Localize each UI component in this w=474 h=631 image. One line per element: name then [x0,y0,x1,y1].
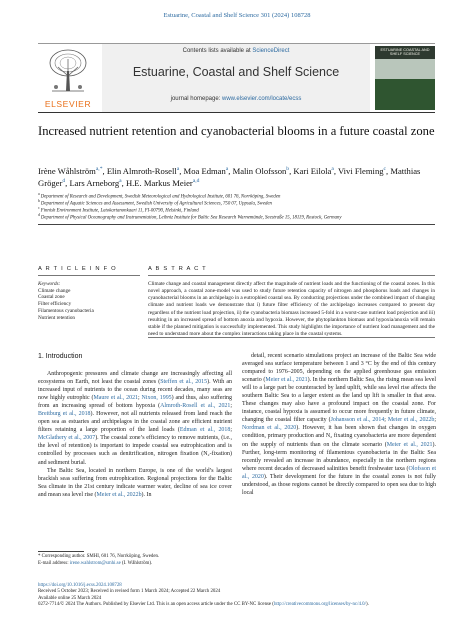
author-separator: , [179,166,184,176]
email-prefix: E-mail address: [38,560,70,566]
author-separator: , [65,178,70,189]
author-separator: , [386,166,391,176]
license-text: 0272-7714/© 2024 The Authors. Published by Elsevier Ltd. This is an open access article under the CC BY-NC license ( [38,602,274,608]
author-name-text: Irène Wåhlström [38,166,96,176]
footnotes [38,554,338,567]
author-name-text: Moa Edman [183,166,226,176]
article-info-heading: A R T I C L E I N F O [38,266,140,276]
citation-link[interactable]: McGlathery et al., 2007 [38,435,96,442]
cover-landscape [375,79,435,110]
body-text: ). The coastal zone’s efficiency to remove nutrients, (i.e., the level of retention) is important to impede coastal sea eutrophication and is controlled by processes such as denitrification, nitrogen fixation (N₂-fixation) and sediment burial. [38,435,232,466]
author-name-text: Vivi Fleming [337,166,384,176]
sciencedirect-link[interactable]: ScienceDirect [252,48,290,54]
cover-title: ESTUARINE COASTAL AND SHELF SCIENCE [380,48,430,57]
author-separator: , [289,166,294,176]
citation-link[interactable]: Meier et al., 2022b [96,491,142,498]
author-name[interactable] [338,166,386,176]
body-paragraph [38,467,232,499]
cover-title-band [375,46,435,59]
author-name[interactable] [107,166,179,176]
abstract-heading: A B S T R A C T [148,266,435,276]
author-affiliation-marker[interactable]: a,* [95,166,103,173]
elsevier-logo[interactable] [38,47,98,109]
keyword-item: Filamentous cyanobacteria [38,307,94,314]
affiliation-item [38,212,438,222]
author-affiliation-marker[interactable]: d [62,178,66,185]
contents-prefix: Contents lists available at [182,48,253,54]
author-affiliation-marker[interactable]: a [331,166,334,173]
author-name-text: Malin Olofsson [232,166,287,176]
body-column-left [38,370,232,499]
author-separator: , [102,166,107,176]
affiliation-text: Department of Aquatic Sciences and Assessment, Swedish University of Agricultural Sciences, 750 07, Uppsala, Sweden [40,201,272,207]
divider [148,337,435,338]
elsevier-tree-icon [46,47,90,93]
license-link[interactable]: http://creativecommons.org/licenses/by-nc/4.0/ [273,602,366,608]
keywords-block [38,281,140,321]
author-name-text: Elin Almroth-Rosell [106,166,177,176]
affiliation-item [38,198,438,208]
contents-availability [102,48,370,54]
body-column-right [242,352,436,497]
section-heading-introduction: 1. Introduction [38,353,83,360]
body-text: The Baltic Sea, located in northern Europe, is one of the world’s largest brackish seas suffering from eutrophication. Regional projections for the Baltic Sea climate in the 21st century indicate warmer water, decline of sea ice cover and mean sea level rise ( [38,467,232,498]
citation-link[interactable]: Edman et al., 2018 [179,427,231,434]
affiliation-text: Department of Research and Development, Swedish Meteorological and Hydrological Institute, 601 76, Norrköping, Sweden [40,194,281,200]
body-text: ). With an increased input of nutrients to the ocean during recent decades, many seas are now highly eutrophic ( [38,379,233,402]
elsevier-wordmark: ELSEVIER [44,99,92,109]
cover-sky [375,59,435,81]
body-text: detail, recent scenario simulations project an increase of the Baltic Sea wide averaged sea surface temperature between 1 and 3 °C by the end of this century compared to 1976–2005, depending on the applied greenhouse gas emission scenario ( [242,353,436,384]
author-separator: , [333,166,338,176]
article-title: Increased nutrient retention and cyanobacterial blooms in a future coastal zone [38,124,435,138]
email-link[interactable]: irene.wahlstrom@smhi.se [69,560,121,566]
author-affiliation-marker[interactable]: c [383,166,387,173]
author-name[interactable] [126,178,200,188]
body-text: ; [384,417,388,424]
affiliation-item [38,194,438,201]
footnote-divider [38,551,84,552]
body-paragraph [242,352,436,497]
author-list [38,165,438,190]
abstract-text: Climate change and coastal management directly affect the magnitude of nutrient loads and the functioning of the coastal zones. In this novel approach, a coastal zone-model was used to study future retention capacity of nitrogen and phosphorus loads and changes in cyanobacterial blooms in an archipelago in a eutrophied coastal sea. By conducting projections under the combined impact of changing climate and nutrient loads we demonstrate that i) future filter efficiency of the archipelago increases compared to present day regardless of the nutrient load projection, ii) the cyanobacteria biomass increased 5-fold in a worst-case nutrient load projection and iii) resulting in an increased spread of bottom anoxia and hypoxia. However, the phytoplankton biomass and hypoxia/anoxia will remain stable if the planned mitigation is successfully implemented. This study highlights the importance of nutrient load management and the need to understand more about the complex interactions taking place in the coastal systems. [148,281,435,338]
body-text: ; [230,427,232,434]
corresponding-author-note: * Corresponding author. SMHI, 601 76, Norrköping, Sweden. [38,554,160,559]
citation-link[interactable]: Olofsson et al., 2020 [242,465,436,480]
license-suffix: ). [365,602,369,608]
email-suffix: (I. Wåhlström). [120,560,153,566]
citation-link[interactable]: Meier et al., 2022b [387,417,435,424]
publication-dates: Received 5 October 2023; Received in revised form 1 March 2024; Accepted 22 March 2024 [38,589,221,595]
author-name-text: Matthias Gröger [38,166,421,189]
author-affiliation-marker[interactable]: a [119,178,122,185]
author-name-text: Kari Eilola [293,166,332,176]
affiliation-text: Department of Physical Oceanography and Instrumentation, Leibniz Institute for Baltic Sea Research Warnemünde, Seestraße 15, 18119, Rostock, Germany [40,215,342,221]
journal-title: Estuarine, Coastal and Shelf Science [132,65,340,79]
body-text: ). In the northern Baltic Sea, the rising mean sea level will to a large part be counteracted by land uplift, while sea level rise affects the southern Baltic Sea to a larger extent as the land up lift is smaller in that area. These changes may also have a profound impact on the coastal zone. For instance, coastal hypoxia is assumed to occur more frequently in future climate, changing the coastal filter capacity ( [242,377,436,424]
keyword-item: Nutrient retention [38,314,76,321]
body-paragraph [38,370,232,467]
citation-link[interactable]: Meier et al., 2021 [265,377,308,384]
author-name[interactable] [233,166,290,176]
citation-link[interactable]: Breitburg et al., 2018 [38,411,91,418]
author-name[interactable] [184,166,229,176]
citation-link[interactable]: Meier et al., 2021 [386,441,433,448]
author-name[interactable] [69,178,121,188]
keyword-item: Coastal zone [38,294,65,301]
masthead-center [102,44,370,112]
affiliation-letter: b [38,198,40,203]
journal-homepage [102,96,370,102]
body-text: ). Further, long-term monitoring of filamentous cyanobacteria in the Baltic Sea recently revealed an increase in abundance, especially in the northern regions where recent decades of decreased salinities benefit freshwater taxa ( [242,441,436,472]
citation-link[interactable]: Steffen et al., 2015 [160,379,208,386]
author-name-text: Lars Arneborg [69,178,120,189]
author-separator: , [121,178,126,189]
journal-masthead [38,43,435,113]
author-affiliation-marker[interactable]: a,d [192,178,200,185]
body-text: ). However, not all nutrients released from land reach the open sea as estuaries and archipelagos in the coastal zone are efficient nutrient filters retaining a large proportion of the land loads ( [38,411,233,434]
citation-link[interactable]: Nixon, 1995 [141,395,172,402]
license-note [38,602,435,608]
author-separator: , [228,166,233,176]
author-name[interactable] [293,166,333,176]
affiliation-letter: d [38,212,40,217]
body-text: ; [138,395,142,402]
citation-link[interactable]: Maure et al., 2021 [93,395,139,402]
email-note [38,561,338,568]
body-text: ; [434,417,436,424]
doi-link[interactable]: https://doi.org/10.1016/j.ecss.2024.108728 [38,583,122,588]
journal-reference-link[interactable]: Estuarine, Coastal and Shelf Science 301 (2024) 108728 [163,12,311,19]
body-text: ; [230,403,233,410]
keyword-item: Climate change [38,287,71,294]
author-affiliation-marker[interactable]: a [176,166,180,173]
homepage-prefix: journal homepage: [170,96,222,102]
homepage-link[interactable]: www.elsevier.com/locate/ecss [222,96,302,102]
body-text: ). However, it has been shown that changes in oxygen condition, primary production and N₂ fixating cyanobacteria are more dependent on the supply of nutrients than on the climate scenario ( [242,425,436,448]
author-affiliation-marker[interactable]: a [225,166,229,173]
online-date: Available online 25 March 2024 [38,595,102,601]
publication-info [38,583,435,609]
author-name-text: H.E. Markus Meier [125,178,193,189]
affiliation-letter: a [38,192,40,196]
body-text: ). In [141,491,152,498]
keyword-item: Filter efficiency [38,301,72,308]
citation-link[interactable]: Johansson et al., 2014 [330,417,385,424]
affiliation-letter: c [38,205,40,210]
body-text: ). Their development for the future in the coastal zones is not fully understood, as those regions cannot be directly compared to open sea due to high local [242,473,436,496]
body-text: Anthropogenic pressures and climate change are increasingly affecting all ecosystems on Earth, not least the coastal zones ( [38,371,232,386]
journal-cover-image[interactable] [375,46,435,110]
affiliation-list [38,194,438,222]
citation-link[interactable]: Almroth-Rosell et al., 2021 [160,403,231,410]
keywords-label: Keywords: [38,281,61,287]
citation-link[interactable]: Nordman et al., 2020 [242,425,297,432]
author-name[interactable] [38,166,103,176]
affiliation-text: Finnish Environment Institute, Latokartanonkaari 11, FI-00790, Helsinki, Finland [40,208,199,214]
author-affiliation-marker[interactable]: b [286,166,290,173]
divider [38,224,435,225]
affiliation-item [38,205,438,215]
body-text: ) and thus, also suffering from an increasing spread of bottom hypoxia ( [38,395,232,410]
